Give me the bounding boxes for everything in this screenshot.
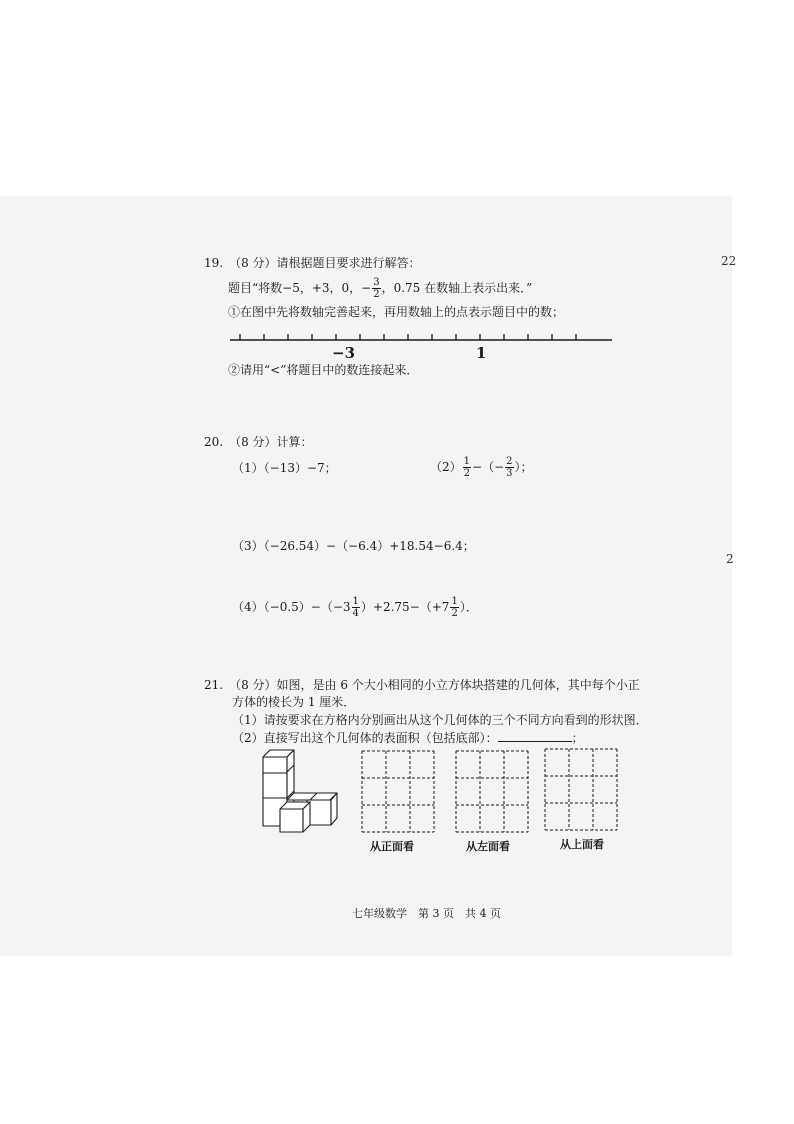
q20-p2-frac2-den: 3 (506, 468, 513, 479)
q20-p4-b: ）+2.75−（+7 (360, 600, 450, 614)
q20-header-text: （8 分）计算： (229, 435, 313, 449)
q21-line1-text: （8 分）如图，是由 6 个大小相同的小立方体块搭建的几何体，其中每个小正 (229, 678, 640, 692)
page-edge-mark-middle: 2 (726, 552, 734, 566)
q19-header-text: （8 分）请根据题目要求进行解答： (229, 256, 421, 270)
q20-part1: （1）（−13）−7； (232, 461, 337, 475)
q20-p2-frac1-den: 2 (463, 468, 471, 479)
q20-p4-frac1-num: 1 (352, 596, 359, 607)
q20-number: 20. (204, 435, 224, 449)
q19-part2: ②请用“<”将题目中的数连接起来． (228, 363, 419, 377)
page-footer: 七年级数学 第 3 页 共 4 页 (352, 907, 501, 920)
q21-part2-text: （2）直接写出这个几何体的表面积（包括底部）： (232, 731, 498, 745)
caption-top-view: 从上面看 (560, 838, 604, 851)
grid-left-view (456, 751, 528, 832)
q20-p4-frac1-den: 4 (352, 608, 359, 619)
caption-left-view: 从左面看 (466, 840, 510, 853)
axis-label-1: 1 (476, 344, 487, 362)
q19-prompt-a: 题目“将数−5，+3，0，− (228, 281, 372, 295)
q19-fraction-denominator: 2 (373, 289, 380, 300)
q21-line2: 方体的棱长为 1 厘米． (232, 695, 356, 709)
q19-fraction-numerator: 3 (373, 277, 380, 288)
q19-part1: ①在图中先将数轴完善起来，再用数轴上的点表示题目中的数； (228, 305, 565, 319)
q19-number: 19. (204, 256, 224, 270)
q20-p2-frac1-num: 1 (463, 456, 471, 467)
q21-part1: （1）请按要求在方格内分别画出从这个几何体的三个不同方向看到的形状图． (232, 713, 648, 727)
grid-front-view (362, 751, 434, 832)
q19-prompt-b: ，0.75 在数轴上表示出来．” (381, 281, 533, 295)
q20-part3: （3）（−26.54）−（−6.4）+18.54−6.4； (232, 539, 475, 553)
q20-p4-frac2-den: 2 (451, 608, 458, 619)
q20-p4-frac2-num: 1 (451, 596, 458, 607)
q20-p2-b: −（− (472, 460, 505, 474)
q20-p4-c: ）． (459, 600, 478, 614)
q21-part2-end: ； (571, 731, 584, 745)
q21-number: 21. (204, 678, 224, 692)
q20-p4-a: （4）（−0.5）−（−3 (232, 600, 351, 614)
grid-top-view (545, 749, 617, 830)
axis-label-minus-3: −3 (332, 344, 356, 362)
caption-front-view: 从正面看 (370, 840, 414, 853)
q20-p2-c: ）； (514, 460, 533, 474)
q20-p2-frac2-num: 2 (506, 456, 513, 467)
q20-p2-a: （2） (430, 460, 462, 474)
page-edge-mark-top: 22 (721, 254, 737, 268)
